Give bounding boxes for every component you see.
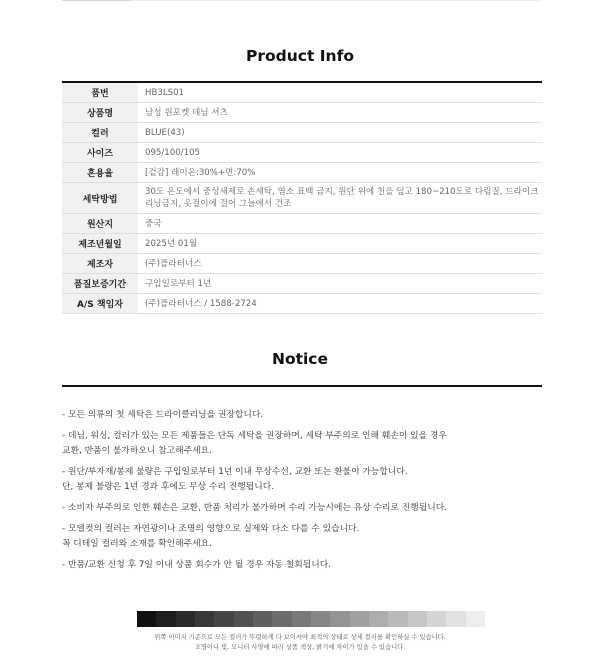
table-row xyxy=(62,143,542,163)
row-label: 원산지 xyxy=(62,214,138,234)
gray-swatch xyxy=(253,611,272,627)
row-label: 품번 xyxy=(62,83,138,103)
row-value: (주)플라터너스 / 1588-2724 xyxy=(138,294,542,314)
row-value: 구입일로부터 1년 xyxy=(138,274,542,294)
row-value: (주)플라터너스 xyxy=(138,254,542,274)
gray-swatch xyxy=(137,611,156,627)
gray-swatch xyxy=(446,611,465,627)
row-value: 중국 xyxy=(138,214,542,234)
product-info-table xyxy=(62,83,542,314)
table-row xyxy=(62,234,542,254)
top-divider-accent xyxy=(62,0,132,1)
notice-list xyxy=(62,408,542,579)
gray-swatch xyxy=(388,611,407,627)
row-label: 사이즈 xyxy=(62,143,138,163)
row-label: 제조년월일 xyxy=(62,234,138,254)
table-row xyxy=(62,83,542,103)
list-item: - 반품/교환 신청 후 7일 이내 상품 회수가 안 될 경우 자동 철회됩니다. xyxy=(62,560,332,570)
row-label: 제조자 xyxy=(62,254,138,274)
row-label: 세탁방법 xyxy=(62,183,138,214)
gray-swatch xyxy=(195,611,214,627)
color-calibration-bar xyxy=(137,611,485,627)
top-divider xyxy=(62,0,542,1)
color-note-line2: 조명이나 빛, 모니터 사양에 따라 상품 색상, 밝기에 차이가 있을 수 있습니다. xyxy=(194,644,406,651)
row-label: 혼용율 xyxy=(62,163,138,183)
row-value: HB3LS01 xyxy=(138,83,542,103)
gray-swatch xyxy=(292,611,311,627)
gray-swatch xyxy=(234,611,253,627)
gray-swatch xyxy=(214,611,233,627)
notice-title: Notice xyxy=(271,350,329,368)
gray-swatch xyxy=(427,611,446,627)
gray-swatch xyxy=(311,611,330,627)
row-value: 2025년 01월 xyxy=(138,234,542,254)
gray-swatch xyxy=(176,611,195,627)
row-value: 095/100/105 xyxy=(138,143,542,163)
gray-swatch xyxy=(156,611,175,627)
gray-swatch xyxy=(350,611,369,627)
gray-swatch xyxy=(369,611,388,627)
row-label: 컬러 xyxy=(62,123,138,143)
gray-swatch xyxy=(272,611,291,627)
row-label: 품질보증기간 xyxy=(62,274,138,294)
table-row xyxy=(62,294,542,314)
table-row xyxy=(62,103,542,123)
table-row xyxy=(62,214,542,234)
list-item: - 데님, 워싱, 컬러가 있는 모든 제품들은 단독 세탁을 권장하며, 세탁 부주의로 인해 훼손이 있을 경우 교환, 반품이 불가하오니 참고해주세요. xyxy=(62,431,447,456)
table-row xyxy=(62,274,542,294)
notice-rule xyxy=(62,385,542,387)
list-item: - 원단/부자재/봉제 불량은 구입일로부터 1년 이내 무상수선, 교환 또는 환불이 가능합니다. 단, 봉제 불량은 1년 경과 후에도 무상 수리 진행됩니다. xyxy=(62,467,408,492)
row-value: 남성 원포켓 데님 셔츠 xyxy=(138,103,542,123)
table-row xyxy=(62,183,542,214)
list-item: - 소비자 부주의로 인한 훼손은 교환, 반품 처리가 불가하며 수리 가능시에는 유상 수리로 진행됩니다. xyxy=(62,503,448,513)
product-info-title: Product Info xyxy=(246,47,354,65)
gray-swatch xyxy=(466,611,485,627)
list-item: - 모든 의류의 첫 세탁은 드라이클리닝을 권장합니다. xyxy=(62,410,264,420)
list-item: - 모델컷의 컬러는 자연광이나 조명의 영향으로 실제와 다소 다를 수 있습니다. 꼭 디테일 컬러와 소재를 확인해주세요. xyxy=(62,524,360,549)
row-value: [겉감] 레이온:30%+면:70% xyxy=(138,163,542,183)
table-row xyxy=(62,254,542,274)
row-value: BLUE(43) xyxy=(138,123,542,143)
gray-swatch xyxy=(408,611,427,627)
row-label: A/S 책임자 xyxy=(62,294,138,314)
row-value: 30도 온도에서 중성세제로 손세탁, 염소 표백 금지, 원단 위에 천을 덮고 180~210도로 다림질, 드라이크리닝금지, 옷걸이에 걸어 그늘에서 건조 xyxy=(138,183,542,214)
table-row xyxy=(62,123,542,143)
color-note-line1: 위쪽 이미지 기준으로 모든 컬러가 뚜렷하게 다 보이셔야 최적의 상태로 상세 컬러를 확인하실 수 있습니다. xyxy=(154,634,446,641)
gray-swatch xyxy=(330,611,349,627)
row-label: 상품명 xyxy=(62,103,138,123)
table-row xyxy=(62,163,542,183)
